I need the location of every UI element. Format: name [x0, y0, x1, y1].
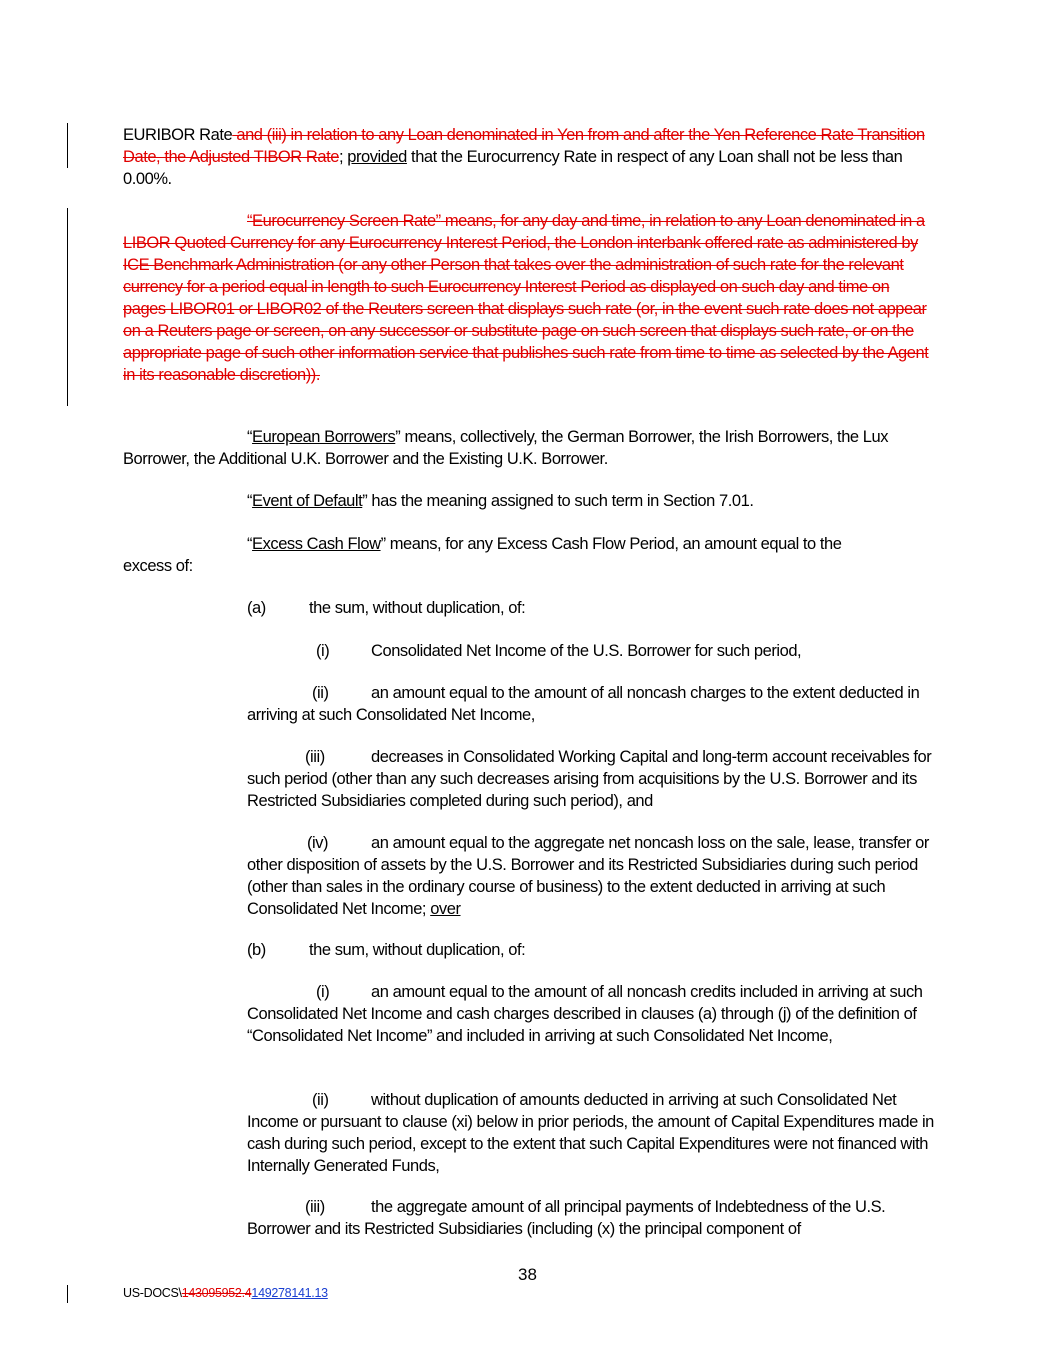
definition-text: means, for any day and time, in relation to any Loan denominated in a LIBOR Quoted Currency for any Eurocurrency Interest Period, the London interbank offered rate as administered by ICE Benchmark Administration (or any other Person that takes over the administration of such rate for the relevant currency for a period equal in length to such Eurocurrency Interest Period as displayed on such day and time on pages LIBOR01 or LIBOR02 of the Reuters screen that displays such rate (or, in the event such rate does not appear on a Reuters page or screen, on any successor or substitute page on such screen that displays such rate, or on the appropriate page of such other information service that publishes such rate from time to time as selected by the Agent in its reasonable discretion)). — [123, 212, 929, 384]
clause-label: (ii) — [312, 1091, 329, 1109]
clause-a — [247, 597, 937, 619]
clause-text: an amount equal to the aggregate net noncash loss on the sale, lease, transfer or other disposition of assets by the U.S. Borrower and its Restricted Subsidiaries during such period (other than sales in the ordinary course of business) to the extent deducted in arriving at such Consolidated Net Income; — [247, 834, 929, 918]
clause-text: decreases in Consolidated Working Capital and long-term account receivables for such period (other than any such decreases arising from acquisitions by the U.S. Borrower and its Restricted Subsidiaries completed during such period), and — [247, 748, 932, 810]
defined-term: Excess Cash Flow — [252, 535, 381, 553]
clause-a-iii — [247, 746, 937, 812]
deleted-text: and (iii) in relation to any Loan denominated in Yen from and after the Yen Reference Rate Transition Date, the Adjusted TIBOR Rate — [123, 126, 925, 166]
clause-b-i — [247, 981, 937, 1047]
change-bar — [67, 123, 68, 168]
definition-continuation: excess of: — [123, 557, 193, 575]
clause-label: (iii) — [305, 1198, 325, 1216]
defined-term: Event of Default — [252, 492, 363, 510]
provided-term: provided — [347, 148, 407, 166]
clause-label: (i) — [316, 983, 330, 1001]
clause-text: without duplication of amounts deducted in arriving at such Consolidated Net Income or pursuant to clause (xi) below in prior periods, the amount of Capital Expenditures made in cash during such period, except to the extent that such Capital Expenditures were not financed with Internally Generated Funds, — [247, 1091, 934, 1175]
page-number: 38 — [518, 1265, 537, 1284]
clause-label: (a) — [247, 599, 266, 617]
inserted-doc-id: 149278141.13 — [251, 1286, 328, 1300]
clause-label: (i) — [316, 642, 330, 660]
definition-event-of-default: “Event of Default” has the meaning assigned to such term in Section 7.01. — [247, 492, 754, 510]
clause-text: the sum, without duplication, of: — [309, 941, 526, 959]
clause-a-i — [247, 640, 937, 662]
text-run: ; — [338, 148, 348, 166]
definition-text: ” means, collectively, the German Borrower, the Irish Borrowers, the Lux Borrower, the Additional U.K. Borrower and the Existing U.K. Borrower. — [123, 428, 889, 468]
definition-european-borrowers: “European Borrowers” means, collectively, the German Borrower, the Irish Borrowers, the Lux Borrower, the Additional U.K. Borrower and the Existing U.K. Borrower. — [123, 428, 889, 468]
defined-term: European Borrowers — [252, 428, 396, 446]
clause-b-iii — [247, 1196, 937, 1240]
clause-b — [247, 939, 937, 961]
document-footer-id: US-DOCS\143095952.4149278141.13 — [123, 1286, 328, 1300]
clause-label: (iii) — [305, 748, 325, 766]
defined-term: “Eurocurrency Screen Rate” — [247, 212, 441, 230]
deleted-doc-id: 143095952.4 — [181, 1286, 252, 1300]
change-bar — [67, 208, 68, 406]
clause-label: (iv) — [307, 834, 329, 852]
clause-text: Consolidated Net Income of the U.S. Borrower for such period, — [371, 642, 802, 660]
clause-label: (b) — [247, 941, 266, 959]
over-term: over — [430, 900, 461, 918]
clause-text: the aggregate amount of all principal payments of Indebtedness of the U.S. Borrower and its Restricted Subsidiaries (including (x) the principal component of — [247, 1198, 886, 1238]
clause-b-ii — [247, 1089, 937, 1177]
clause-text: the sum, without duplication, of: — [309, 599, 526, 617]
text-run: that the Eurocurrency Rate in respect of any Loan shall not be less than 0.00%. — [123, 148, 903, 188]
clause-label: (ii) — [312, 684, 329, 702]
change-bar — [67, 1285, 68, 1303]
clause-a-ii — [247, 682, 937, 726]
clause-a-iv — [247, 832, 937, 920]
eurocurrency-rate-paragraph — [123, 124, 933, 190]
definition-text: ” means, for any Excess Cash Flow Period, an amount equal to the — [380, 535, 842, 553]
clause-text: an amount equal to the amount of all noncash charges to the extent deducted in arriving at such Consolidated Net Income, — [247, 684, 920, 724]
deleted-definition-eurocurrency-screen-rate — [123, 210, 933, 386]
text-run: EURIBOR Rate — [123, 126, 233, 144]
clause-text: an amount equal to the amount of all noncash credits included in arriving at such Consolidated Net Income and cash charges described in clauses (a) through (j) of the definition of “Consolidated Net Income” and included in arriving at such Consolidated Net Income, — [247, 983, 923, 1045]
definition-excess-cash-flow: “Excess Cash Flow” means, for any Excess Cash Flow Period, an amount equal to the — [247, 535, 842, 553]
definition-text: ” has the meaning assigned to such term in Section 7.01. — [362, 492, 754, 510]
